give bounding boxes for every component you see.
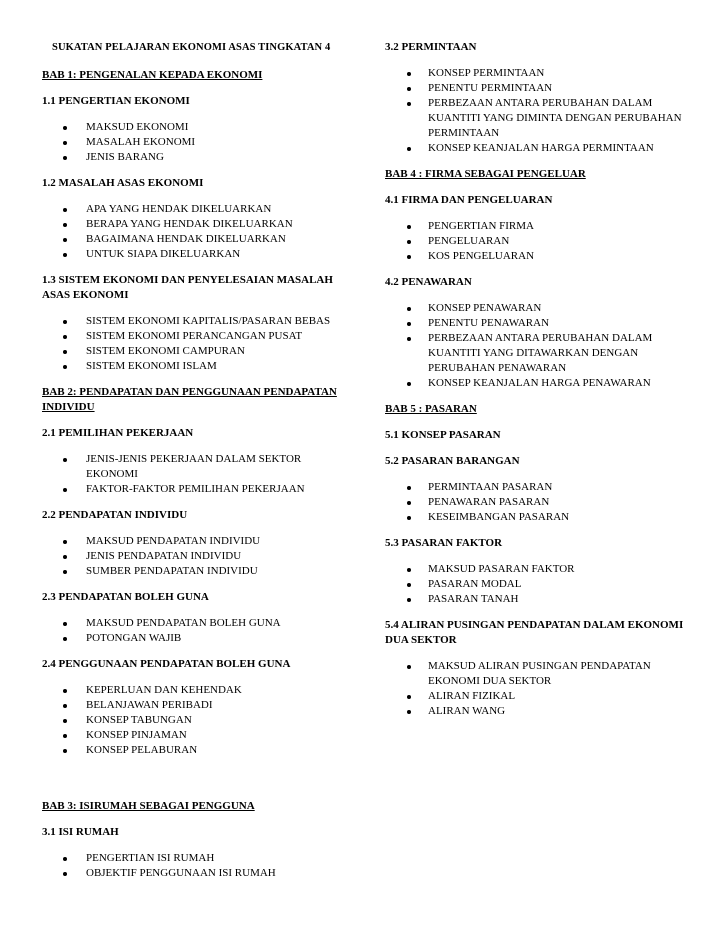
bullet-list <box>42 851 342 881</box>
list-item: PENENTU PERMINTAAN <box>385 81 685 96</box>
section-heading-2-4-penggunaan-pendapatan-boleh-guna: 2.4 PENGGUNAAN PENDAPATAN BOLEH GUNA <box>42 658 291 670</box>
section-heading-1-3-sistem-ekonomi-dan-penyelesaian-masa: 1.3 SISTEM EKONOMI DAN PENYELESAIAN MASALAH ASAS EKONOMI <box>42 274 333 301</box>
section-heading-3-1-isi-rumah: 3.1 ISI RUMAH <box>42 826 119 838</box>
chapter-heading-bab-1-pengenalan-kepada-ekonomi: BAB 1: PENGENALAN KEPADA EKONOMI <box>42 69 263 81</box>
bullet-list <box>385 562 685 607</box>
list-item: SISTEM EKONOMI PERANCANGAN PUSAT <box>42 329 342 344</box>
bullet-list <box>42 616 342 646</box>
list-item: BAGAIMANA HENDAK DIKELUARKAN <box>42 232 342 247</box>
section-spacer <box>42 769 342 799</box>
section-heading-5-4-aliran-pusingan-pendapatan-dalam-eko: 5.4 ALIRAN PUSINGAN PENDAPATAN DALAM EKONOMI DUA SEKTOR <box>385 619 684 646</box>
bullet-list <box>42 202 342 262</box>
list-item: MASALAH EKONOMI <box>42 135 342 150</box>
list-item: MAKSUD PASARAN FAKTOR <box>385 562 685 577</box>
list-item: KONSEP PELABURAN <box>42 743 342 758</box>
list-item: PERMINTAAN PASARAN <box>385 480 685 495</box>
left-column <box>42 40 342 892</box>
list-item: KOS PENGELUARAN <box>385 249 685 264</box>
list-item: APA YANG HENDAK DIKELUARKAN <box>42 202 342 217</box>
list-item: ALIRAN WANG <box>385 704 685 719</box>
list-item: PENGELUARAN <box>385 234 685 249</box>
right-column <box>385 40 685 730</box>
list-item: POTONGAN WAJIB <box>42 631 342 646</box>
list-item: PENENTU PENAWARAN <box>385 316 685 331</box>
list-item: KESEIMBANGAN PASARAN <box>385 510 685 525</box>
document-title: SUKATAN PELAJARAN EKONOMI ASAS TINGKATAN 4 <box>52 42 331 53</box>
list-item: PASARAN TANAH <box>385 592 685 607</box>
list-item: BERAPA YANG HENDAK DIKELUARKAN <box>42 217 342 232</box>
left-column-content <box>42 68 342 881</box>
list-item: JENIS BARANG <box>42 150 342 165</box>
bullet-list <box>385 219 685 264</box>
chapter-heading-bab-3-isirumah-sebagai-pengguna: BAB 3: ISIRUMAH SEBAGAI PENGGUNA <box>42 800 255 812</box>
bullet-list <box>42 120 342 165</box>
bullet-list <box>385 301 685 391</box>
section-heading-4-1-firma-dan-pengeluaran: 4.1 FIRMA DAN PENGELUARAN <box>385 194 553 206</box>
list-item: MAKSUD PENDAPATAN BOLEH GUNA <box>42 616 342 631</box>
list-item: KONSEP TABUNGAN <box>42 713 342 728</box>
list-item: KONSEP KEANJALAN HARGA PENAWARAN <box>385 376 685 391</box>
chapter-heading-bab-4-firma-sebagai-pengeluar: BAB 4 : FIRMA SEBAGAI PENGELUAR <box>385 168 586 180</box>
list-item: JENIS-JENIS PEKERJAAN DALAM SEKTOR EKONOMI <box>42 452 342 482</box>
bullet-list <box>42 683 342 758</box>
bullet-list <box>385 66 685 156</box>
list-item: KONSEP KEANJALAN HARGA PERMINTAAN <box>385 141 685 156</box>
list-item: MAKSUD EKONOMI <box>42 120 342 135</box>
list-item: PENAWARAN PASARAN <box>385 495 685 510</box>
list-item: SISTEM EKONOMI KAPITALIS/PASARAN BEBAS <box>42 314 342 329</box>
list-item: PENGERTIAN ISI RUMAH <box>42 851 342 866</box>
section-heading-4-2-penawaran: 4.2 PENAWARAN <box>385 276 472 288</box>
list-item: SISTEM EKONOMI ISLAM <box>42 359 342 374</box>
section-heading-2-1-pemilihan-pekerjaan: 2.1 PEMILIHAN PEKERJAAN <box>42 427 194 439</box>
list-item: PERBEZAAN ANTARA PERUBAHAN DALAM KUANTITI YANG DIMINTA DENGAN PERUBAHAN PERMINTAAN <box>385 96 685 141</box>
list-item: SISTEM EKONOMI CAMPURAN <box>42 344 342 359</box>
list-item: PASARAN MODAL <box>385 577 685 592</box>
section-heading-1-2-masalah-asas-ekonomi: 1.2 MASALAH ASAS EKONOMI <box>42 177 204 189</box>
list-item: ALIRAN FIZIKAL <box>385 689 685 704</box>
section-heading-1-1-pengertian-ekonomi: 1.1 PENGERTIAN EKONOMI <box>42 95 190 107</box>
list-item: KONSEP PERMINTAAN <box>385 66 685 81</box>
list-item: PENGERTIAN FIRMA <box>385 219 685 234</box>
section-heading-3-2-permintaan: 3.2 PERMINTAAN <box>385 41 477 53</box>
section-heading-2-3-pendapatan-boleh-guna: 2.3 PENDAPATAN BOLEH GUNA <box>42 591 209 603</box>
list-item: JENIS PENDAPATAN INDIVIDU <box>42 549 342 564</box>
bullet-list <box>42 534 342 579</box>
chapter-heading-bab-2-pendapatan-dan-penggunaan-pendapat: BAB 2: PENDAPATAN DAN PENGGUNAAN PENDAPATAN INDIVIDU <box>42 386 337 413</box>
list-item: MAKSUD PENDAPATAN INDIVIDU <box>42 534 342 549</box>
list-item: KEPERLUAN DAN KEHENDAK <box>42 683 342 698</box>
bullet-list <box>385 480 685 525</box>
list-item: MAKSUD ALIRAN PUSINGAN PENDAPATAN EKONOMI DUA SEKTOR <box>385 659 685 689</box>
bullet-list <box>42 452 342 497</box>
chapter-heading-bab-5-pasaran: BAB 5 : PASARAN <box>385 403 477 415</box>
list-item: UNTUK SIAPA DIKELUARKAN <box>42 247 342 262</box>
list-item: OBJEKTIF PENGGUNAAN ISI RUMAH <box>42 866 342 881</box>
section-heading-5-1-konsep-pasaran: 5.1 KONSEP PASARAN <box>385 429 501 441</box>
bullet-list <box>385 659 685 719</box>
list-item: FAKTOR-FAKTOR PEMILIHAN PEKERJAAN <box>42 482 342 497</box>
bullet-list <box>42 314 342 374</box>
section-heading-5-2-pasaran-barangan: 5.2 PASARAN BARANGAN <box>385 455 520 467</box>
list-item: KONSEP PINJAMAN <box>42 728 342 743</box>
list-item: KONSEP PENAWARAN <box>385 301 685 316</box>
right-column-content <box>385 40 685 719</box>
section-heading-2-2-pendapatan-individu: 2.2 PENDAPATAN INDIVIDU <box>42 509 188 521</box>
list-item: PERBEZAAN ANTARA PERUBAHAN DALAM KUANTITI YANG DITAWARKAN DENGAN PERUBAHAN PENAWARAN <box>385 331 685 376</box>
list-item: BELANJAWAN PERIBADI <box>42 698 342 713</box>
list-item: SUMBER PENDAPATAN INDIVIDU <box>42 564 342 579</box>
section-heading-5-3-pasaran-faktor: 5.3 PASARAN FAKTOR <box>385 537 503 549</box>
